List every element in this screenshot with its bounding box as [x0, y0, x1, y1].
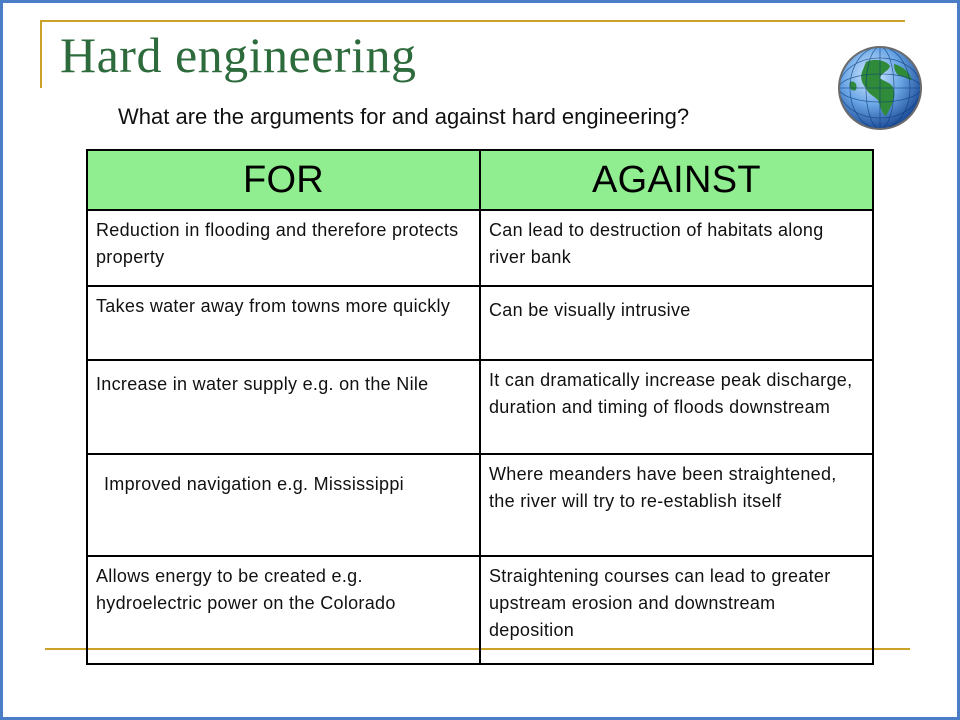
for-cell: Increase in water supply e.g. on the Nile	[87, 360, 480, 454]
against-cell: Can be visually intrusive	[480, 286, 873, 360]
table-row	[87, 454, 873, 556]
for-cell: Takes water away from towns more quickly	[87, 286, 480, 360]
globe-icon	[836, 44, 924, 132]
slide-question: What are the arguments for and against hard engineering?	[118, 104, 690, 129]
arguments-table	[86, 149, 874, 665]
table-row	[87, 556, 873, 664]
left-divider	[40, 20, 42, 88]
against-cell: Straightening courses can lead to greater upstream erosion and downstream deposition	[480, 556, 873, 664]
top-divider	[40, 20, 905, 22]
against-cell: It can dramatically increase peak discharge, duration and timing of floods downstream	[480, 360, 873, 454]
header-against: AGAINST	[480, 150, 873, 210]
against-cell: Can lead to destruction of habitats along river bank	[480, 210, 873, 286]
for-cell: Reduction in flooding and therefore protects property	[87, 210, 480, 286]
against-cell: Where meanders have been straightened, the river will try to re-establish itself	[480, 454, 873, 556]
table-row	[87, 286, 873, 360]
for-cell: Allows energy to be created e.g. hydroelectric power on the Colorado	[87, 556, 480, 664]
table-row	[87, 360, 873, 454]
slide-title: Hard engineering	[60, 27, 417, 83]
for-cell: Improved navigation e.g. Mississippi	[87, 454, 480, 556]
header-for: FOR	[87, 150, 480, 210]
table-row	[87, 210, 873, 286]
